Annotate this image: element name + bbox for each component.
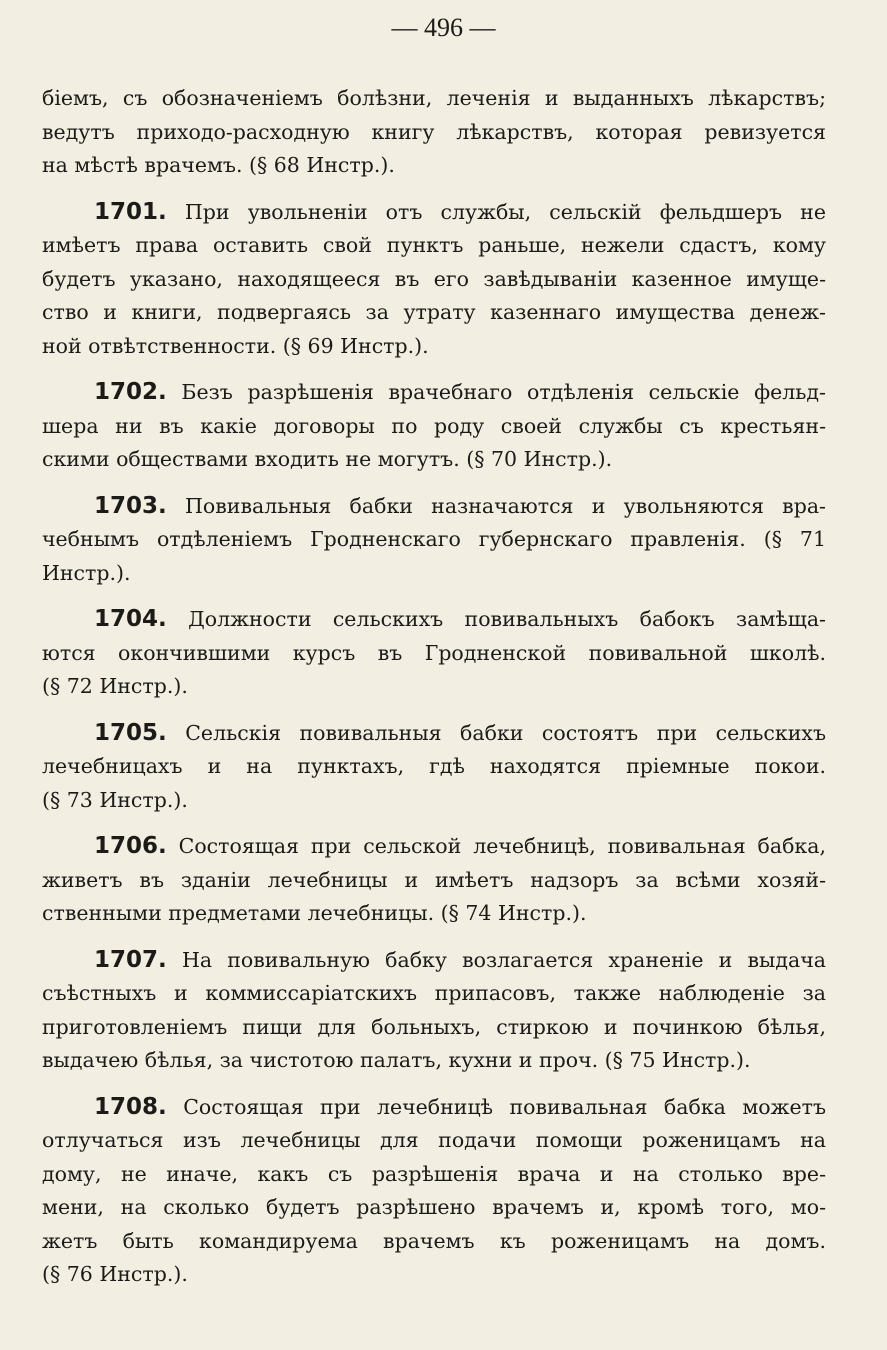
article-line: живетъ въ зданіи лечебницы и имѣетъ надзоръ за всѣми хозяй- — [42, 867, 826, 892]
article-line: Повивальныя бабки назначаются и увольняются вра- — [185, 493, 826, 518]
intro-line: біемъ, съ обозначеніемъ болѣзни, леченія и выданныхъ лѣкарствъ; — [42, 86, 826, 110]
intro-line: ведутъ приходо-расходную книгу лѣкарствъ, которая ревизуется — [42, 119, 826, 144]
article-number: 1706. — [94, 833, 167, 859]
article-line: шера ни въ какіе договоры по роду своей службы съ крестьян- — [42, 413, 826, 438]
intro-paragraph — [42, 82, 826, 183]
page-number: — 496 — — [391, 13, 496, 42]
article-line: мени, на сколько будетъ разрѣшено врачемъ и, кромѣ того, мо- — [42, 1195, 826, 1219]
article-line: Должности сельскихъ повивальныхъ бабокъ замѣща- — [188, 607, 826, 631]
article-line: ются окончившими курсъ въ Гродненской повивальной школѣ. — [42, 640, 826, 665]
article-number: 1702. — [94, 379, 167, 405]
article-line: (§ 72 Инстр.). — [42, 674, 188, 698]
page-body — [42, 82, 826, 1292]
article-line: Состоящая при сельской лечебницѣ, повивальная бабка, — [178, 834, 826, 858]
article-line: Инстр.). — [42, 560, 131, 585]
article-line: выдачею бѣлья, за чистотою палатъ, кухни и проч. (§ 75 Инстр.). — [42, 1048, 751, 1072]
article-number: 1707. — [94, 946, 167, 973]
article-line: (§ 73 Инстр.). — [42, 787, 188, 812]
article-line: отлучаться изъ лечебницы для подачи помощи роженицамъ на — [42, 1128, 826, 1152]
article-line: съѣстныхъ и коммиссаріатскихъ припасовъ, также наблюденіе за — [42, 981, 826, 1005]
article-line: лечебницахъ и на пунктахъ, гдѣ находятся пріемные покои. — [42, 754, 826, 778]
article-1703 — [42, 490, 826, 591]
article-line: ственными предметами лечебницы. (§ 74 Инстр.). — [42, 901, 587, 925]
article-line: При увольненіи отъ службы, сельскій фельдшеръ не — [184, 199, 826, 224]
article-line: ство и книги, подвергаясь за утрату казеннаго имущества денеж- — [42, 300, 826, 324]
article-line: Безъ разрѣшенія врачебнаго отдѣленія сельскіе фельд- — [181, 380, 826, 404]
article-number: 1703. — [94, 492, 167, 519]
article-number: 1701. — [94, 198, 167, 225]
article-line: Сельскія повивальныя бабки состоятъ при сельскихъ — [185, 720, 826, 745]
article-1705 — [42, 717, 826, 818]
article-line: дому, не иначе, какъ съ разрѣшенія врача и на столько вре- — [42, 1161, 826, 1186]
article-number: 1704. — [94, 606, 167, 632]
article-line: На повивальную бабку возлагается храненіе и выдача — [181, 947, 826, 972]
article-line: имѣетъ права оставить свой пунктъ раньше, нежели сдастъ, кому — [42, 233, 826, 257]
article-line: чебнымъ отдѣленіемъ Гродненскаго губернскаго правленія. (§ 71 — [42, 527, 826, 551]
article-line: приготовленіемъ пищи для больныхъ, стиркою и починкою бѣлья, — [42, 1014, 826, 1039]
article-1701 — [42, 196, 826, 364]
article-1704 — [42, 603, 826, 704]
article-line: будетъ указано, находящееся въ его завѣдываніи казенное имуще- — [42, 266, 826, 291]
article-number: 1705. — [94, 719, 167, 746]
article-1702 — [42, 376, 826, 477]
intro-line: на мѣстѣ врачемъ. (§ 68 Инстр.). — [42, 153, 395, 177]
article-line: жетъ быть командируема врачемъ къ роженицамъ на домъ. — [42, 1228, 826, 1253]
article-1706 — [42, 830, 826, 931]
article-1707 — [42, 944, 826, 1078]
article-number: 1708. — [94, 1093, 167, 1120]
article-line: Состоящая при лечебницѣ повивальная бабка можетъ — [183, 1094, 826, 1119]
article-line: (§ 76 Инстр.). — [42, 1262, 188, 1286]
article-line: скими обществами входить не могутъ. (§ 70 Инстр.). — [42, 447, 613, 471]
article-1708 — [42, 1091, 826, 1292]
article-line: ной отвѣтственности. (§ 69 Инстр.). — [42, 333, 429, 358]
